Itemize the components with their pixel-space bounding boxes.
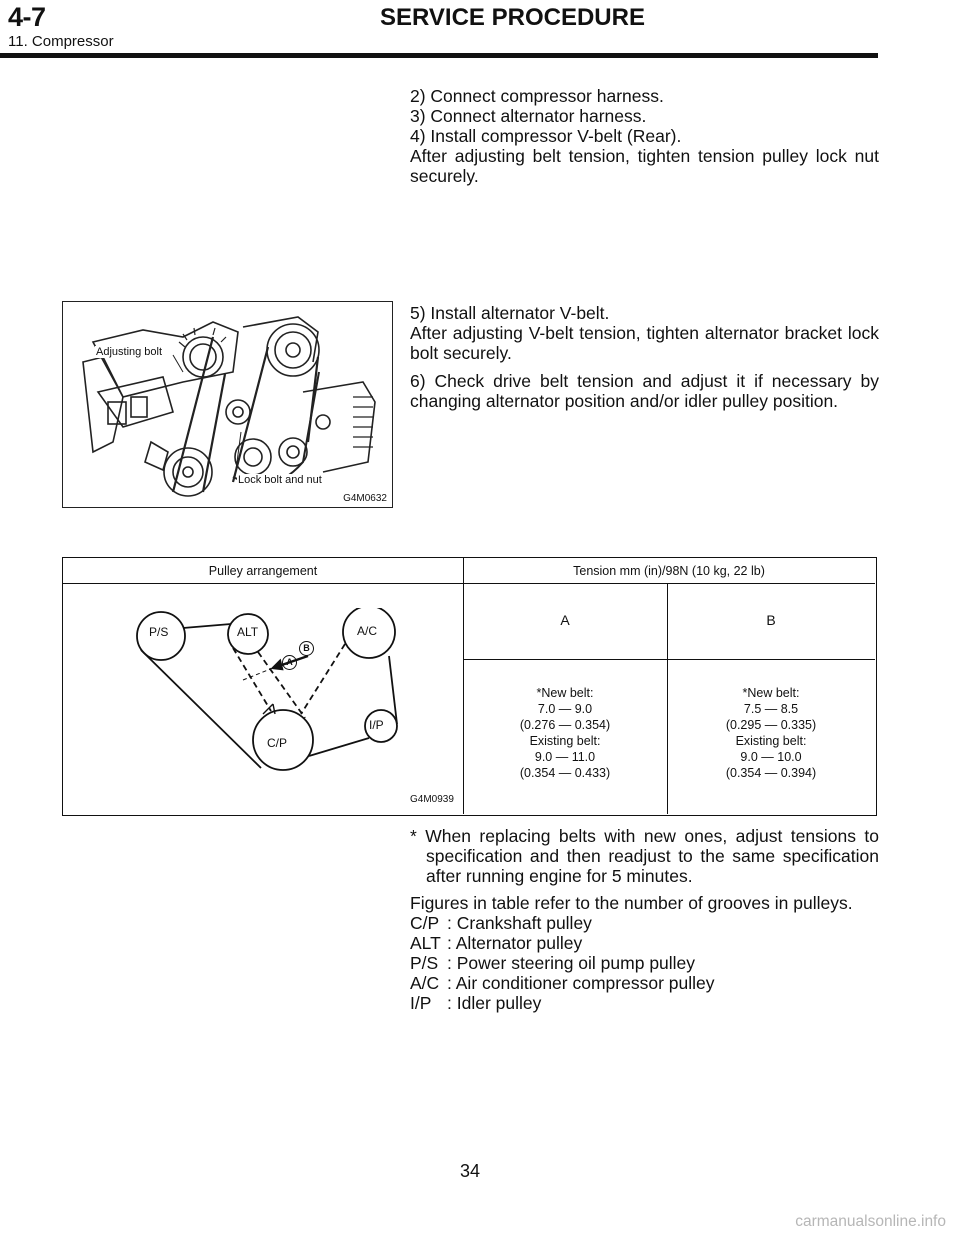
adjusting-bolt-label: Adjusting bolt: [96, 346, 163, 358]
notes-block: [410, 826, 879, 1013]
point-a-marker: A: [282, 655, 297, 670]
step-3: 3) Connect alternator harness.: [410, 106, 647, 126]
belt-tension-table: [62, 557, 877, 816]
step-4: 4) Install compressor V-belt (Rear).: [410, 126, 682, 146]
ac-label: A/C: [357, 624, 378, 638]
page-number: 34: [460, 1161, 481, 1181]
b-new-mm: 7.5 — 8.5: [743, 702, 799, 716]
ps-label: P/S: [149, 625, 169, 639]
header-rule: [0, 53, 878, 58]
tension-a-values: [463, 685, 667, 781]
asterisk-note: * When replacing belts with new ones, adjust tensions to specification and then readjust to the same specification after running engine for 5 minutes.: [410, 826, 879, 886]
b-existing-in: (0.354 — 0.394): [725, 766, 817, 780]
b-existing-mm: 9.0 — 10.0: [740, 750, 802, 764]
column-a-label: A: [560, 612, 570, 628]
cp-label: C/P: [267, 736, 288, 750]
ip-label: I/P: [369, 718, 384, 732]
abbreviation-ip: I/P : Idler pulley: [410, 993, 542, 1013]
section-number: 4-7: [8, 2, 46, 32]
b-new-label: *New belt:: [742, 686, 800, 700]
engine-illustration: [63, 302, 392, 507]
figure2-code: G4M0939: [410, 794, 454, 805]
column-b-label: B: [766, 612, 776, 628]
watermark-text: carmanualsonline.info: [795, 1213, 946, 1230]
subsection-title: 11. Compressor: [8, 33, 114, 50]
step-2: 2) Connect compressor harness.: [410, 86, 664, 106]
steps-top: [410, 86, 879, 186]
point-b-marker: B: [299, 641, 314, 656]
a-new-in: (0.276 — 0.354): [519, 718, 611, 732]
steps-middle: [410, 303, 879, 411]
abbreviation-ac: A/C : Air conditioner compressor pulley: [410, 973, 715, 993]
abbreviation-cp: C/P : Crankshaft pulley: [410, 913, 592, 933]
tension-b-values: [667, 685, 875, 781]
a-new-mm: 7.0 — 9.0: [537, 702, 593, 716]
a-existing-label: Existing belt:: [529, 734, 601, 748]
figure1-code: G4M0632: [343, 493, 387, 504]
lock-bolt-label: Lock bolt and nut: [238, 474, 322, 486]
a-existing-in: (0.354 — 0.433): [519, 766, 611, 780]
abbreviation-alt: ALT : Alternator pulley: [410, 933, 583, 953]
b-existing-label: Existing belt:: [735, 734, 807, 748]
b-new-in: (0.295 — 0.335): [725, 718, 817, 732]
engine-belt-figure: [62, 301, 393, 508]
table-header-left: Pulley arrangement: [208, 564, 318, 578]
a-new-label: *New belt:: [536, 686, 594, 700]
table-divider: [63, 583, 875, 584]
table-divider: [463, 659, 875, 660]
step-4-detail: After adjusting belt tension, tighten tension pulley lock nut securely.: [410, 146, 879, 186]
abbreviation-ps: P/S : Power steering oil pump pulley: [410, 953, 696, 973]
alt-label: ALT: [237, 625, 259, 639]
step-6: 6) Check drive belt tension and adjust it if necessary by changing alternator position and/or idler pulley position.: [410, 371, 879, 411]
step-5: 5) Install alternator V-belt.: [410, 303, 610, 323]
section-title: SERVICE PROCEDURE: [380, 4, 645, 31]
table-header-right: Tension mm (in)/98N (10 kg, 22 lb): [573, 564, 765, 578]
step-5-detail: After adjusting V-belt tension, tighten alternator bracket lock bolt securely.: [410, 323, 879, 363]
figures-note: Figures in table refer to the number of grooves in pulleys.: [410, 893, 853, 913]
a-existing-mm: 9.0 — 11.0: [534, 750, 596, 764]
